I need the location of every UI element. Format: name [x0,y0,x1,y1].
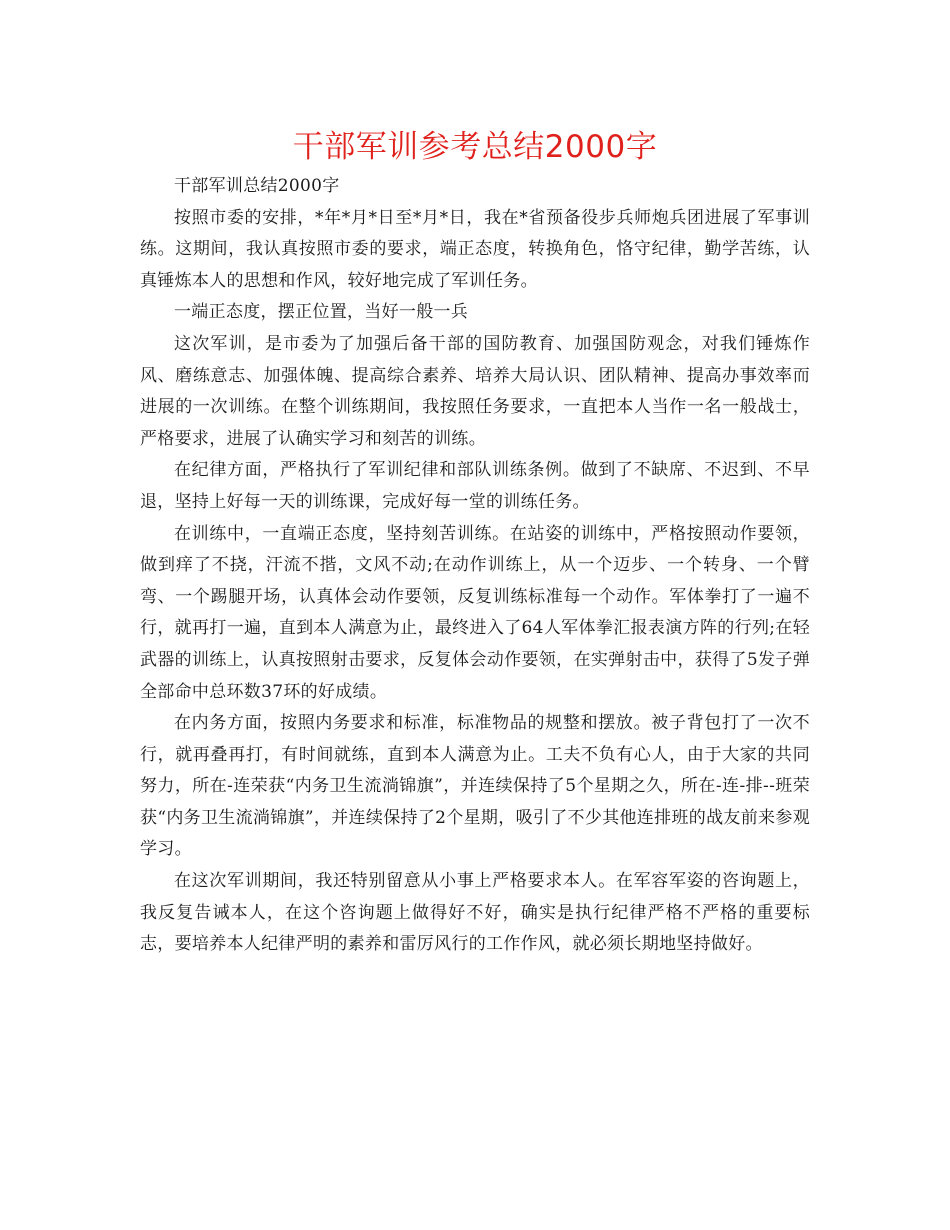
body-paragraph: 在内务方面，按照内务要求和标准，标准物品的规整和摆放。被子背包打了一次不行，就再叠再打，有时间就练，直到本人满意为止。工夫不负有心人，由于大家的共同努力，所在-连荣获“内务卫生流淌锦旗”，并连续保持了5个星期之久，所在-连-排--班荣获“内务卫生流淌锦旗”，并连续保持了2个星期，吸引了不少其他连排班的战友前来参观学习。 [140,713,810,860]
intro-paragraph: 按照市委的安排，*年*月*日至*月*日，我在*省预备役步兵师炮兵团进展了军事训练。这期间，我认真按照市委的要求，端正态度，转换角色，恪守纪律，勤学苦练，认真锤炼本人的思想和作风，较好地完成了军训任务。 [140,207,810,291]
body-paragraph: 这次军训，是市委为了加强后备干部的国防教育、加强国防观念，对我们锤炼作风、磨练意志、加强体魄、提高综合素养、培养大局认识、团队精神、提高办事效率而进展的一次训练。在整个训练期间，我按照任务要求，一直把本人当作一名一般战士，严格要求，进展了认确实学习和刻苦的训练。 [140,333,810,449]
body-paragraph: 在纪律方面，严格执行了军训纪律和部队训练条例。做到了不缺席、不迟到、不早退，坚持上好每一天的训练课，完成好每一堂的训练任务。 [140,460,810,512]
section-heading: 一端正态度，摆正位置，当好一般一兵 [174,302,469,323]
body-paragraph: 在训练中，一直端正态度，坚持刻苦训练。在站姿的训练中，严格按照动作要领，做到痒了不挠，汗流不揩，文风不动;在动作训练上，从一个迈步、一个转身、一个臂弯、一个踢腿开场，认真体会动作要领，反复训练标准每一个动作。军体拳打了一遍不行，就再打一遍，直到本人满意为止，最终进入了64人军体拳汇报表演方阵的行列;在轻武器的训练上，认真按照射击要求，反复体会动作要领，在实弹射击中，获得了5发子弹全部命中总环数37环的好成绩。 [140,523,810,702]
body-paragraph: 在这次军训期间，我还特别留意从小事上严格要求本人。在军容军姿的咨询题上，我反复告诫本人，在这个咨询题上做得好不好，确实是执行纪律严格不严格的重要标志，要培养本人纪律严明的素养和雷厉风行的工作作风，就必须长期地坚持做好。 [140,871,810,955]
subtitle-paragraph: 干部军训总结2000字 [174,176,340,196]
document-title: 干部军训参考总结2000字 [292,129,658,165]
